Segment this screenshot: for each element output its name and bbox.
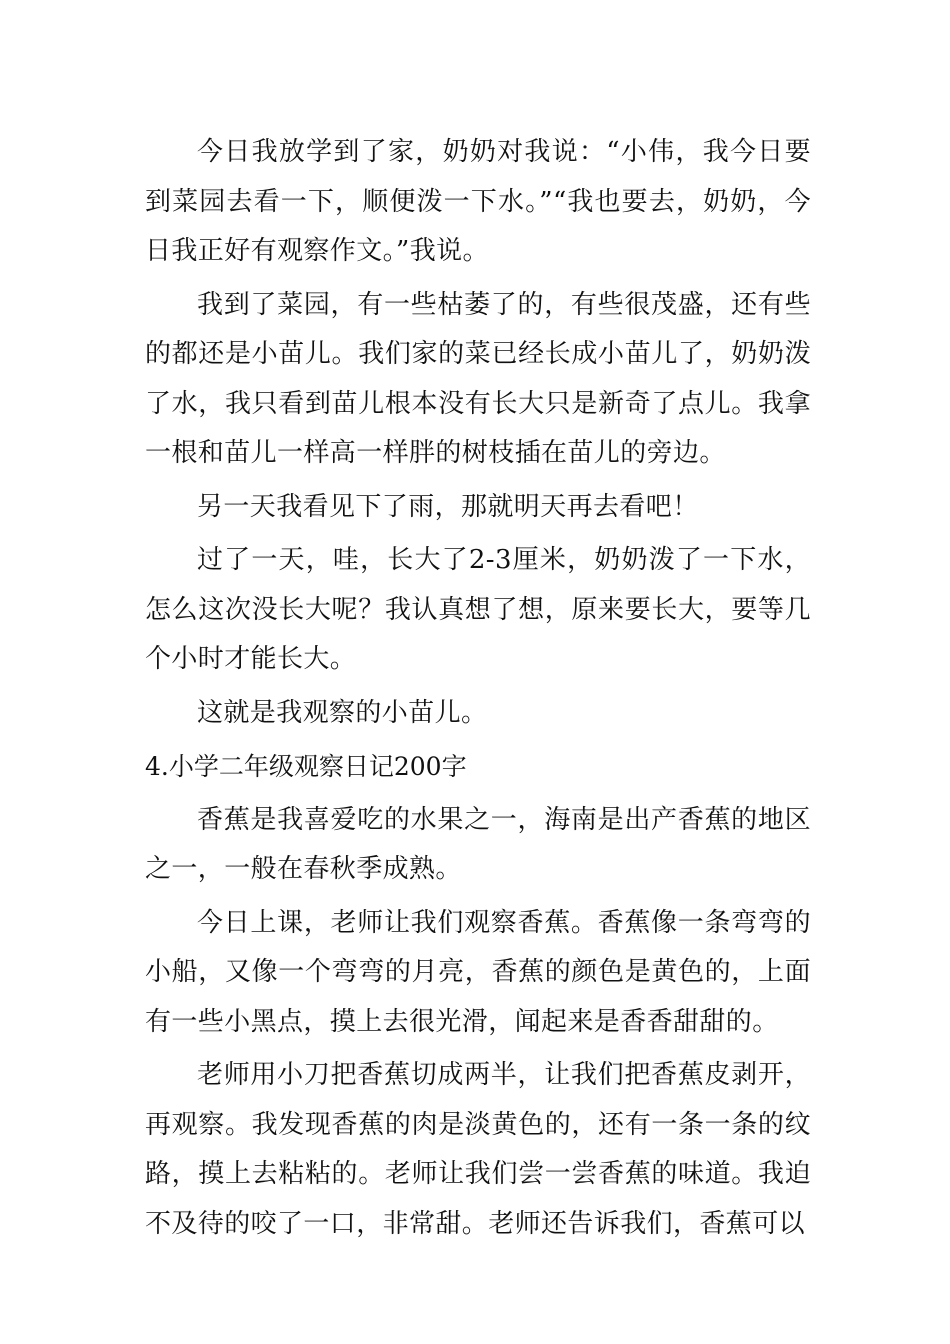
paragraph-4: 过了一天，哇，长大了2-3厘米，奶奶泼了一下水，怎么这次没长大呢？我认真想了想，原来要长大，要等几个小时才能长大。 <box>145 545 811 674</box>
paragraph-1: 今日我放学到了家，奶奶对我说：“小伟，我今日要到菜园去看一下，顺便泼一下水。”“我也要去，奶奶，今日我正好有观察作文。”我说。 <box>145 137 811 266</box>
paragraph-7: 今日上课，老师让我们观察香蕉。香蕉像一条弯弯的小船，又像一个弯弯的月亮，香蕉的颜色是黄色的，上面有一些小黑点，摸上去很光滑，闻起来是香香甜甜的。 <box>145 907 811 1037</box>
document-body <box>145 128 811 1253</box>
paragraph-3: 另一天我看见下了雨，那就明天再去看吧！ <box>197 491 699 522</box>
paragraph-8: 老师用小刀把香蕉切成两半，让我们把香蕉皮剥开，再观察。我发现香蕉的肉是淡黄色的，还有一条一条的纹路，摸上去粘粘的。老师让我们尝一尝香蕉的味道。我迫不及待的咬了一口，非常甜。老师还告诉我们，香蕉可以 <box>145 1060 811 1239</box>
section-heading: 4.小学二年级观察日记200字 <box>145 752 467 781</box>
paragraph-6: 香蕉是我喜爱吃的水果之一，海南是出产香蕉的地区之一，一般在春秋季成熟。 <box>145 804 811 884</box>
paragraph-5: 这就是我观察的小苗儿。 <box>197 697 488 728</box>
paragraph-2: 我到了菜园，有一些枯萎了的，有些很茂盛，还有些的都还是小苗儿。我们家的菜已经长成小苗儿了，奶奶泼了水，我只看到苗儿根本没有长大只是新奇了点儿。我拿一根和苗儿一样高一样胖的树枝插在苗儿的旁边。 <box>145 289 811 468</box>
